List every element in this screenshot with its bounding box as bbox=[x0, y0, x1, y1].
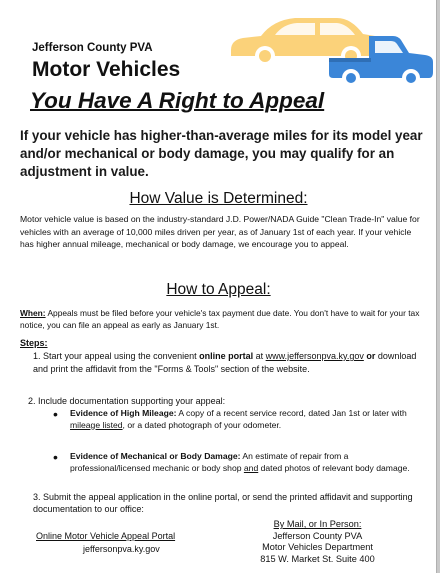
organization-name: Jefferson County PVA bbox=[32, 42, 153, 54]
bullet-label: Evidence of Mechanical or Body Damage: bbox=[70, 451, 241, 461]
intro-paragraph: If your vehicle has higher-than-average miles for its model year and/or mechanical or body damage, you may qualify for an adjustment in value. bbox=[20, 128, 423, 179]
online-portal-url[interactable]: jeffersonpva.ky.gov bbox=[83, 544, 160, 554]
bullet-damage: Evidence of Mechanical or Body Damage: An estimate of repair from a professional/licensed mechanic or body shop and dated photos of relevant body damage. bbox=[70, 451, 410, 473]
address-line: Motor Vehicles Department bbox=[262, 542, 373, 553]
step-2: 2. Include documentation supporting your appeal: bbox=[28, 396, 226, 406]
headline: You Have A Right to Appeal bbox=[30, 88, 325, 113]
website-link[interactable]: www.jeffersonpva.ky.gov bbox=[265, 351, 364, 361]
address-line: Jefferson County PVA bbox=[272, 530, 363, 541]
when-text: Appeals must be filed before your vehicle's tax payment due date. You don't have to wait for your tax notice, you can file an appeal as early as January 1st. bbox=[20, 308, 420, 331]
mileage-listed-text: mileage listed bbox=[70, 419, 123, 430]
when-paragraph bbox=[20, 307, 420, 332]
steps-label: Steps: bbox=[20, 338, 48, 348]
online-portal-text: online portal bbox=[199, 351, 254, 361]
bullet-dot: • bbox=[53, 406, 58, 422]
address-line: 815 W. Market St. Suite 400 bbox=[260, 553, 375, 564]
when-label: When: bbox=[20, 308, 46, 318]
bullet-high-mileage: Evidence of High Mileage: A copy of a recent service record, dated Jan 1st or later with mileage listed, or a dated photograph of your odometer. bbox=[70, 408, 407, 430]
mail-address-block bbox=[240, 519, 395, 565]
mail-title: By Mail, or In Person: bbox=[273, 519, 362, 529]
appeal-heading: How to Appeal: bbox=[166, 281, 271, 298]
value-heading: How Value is Determined: bbox=[129, 190, 308, 207]
bullet-label: Evidence of High Mileage: bbox=[70, 408, 177, 418]
step-3: 3. Submit the appeal application in the online portal, or send the printed affidavit and supporting documentation to our office: bbox=[33, 492, 413, 515]
online-portal-title[interactable]: Online Motor Vehicle Appeal Portal bbox=[36, 531, 176, 541]
bullet-dot: • bbox=[53, 449, 58, 465]
vehicles-illustration bbox=[225, 6, 435, 88]
page-title: Motor Vehicles bbox=[32, 58, 181, 81]
step-1: 1. Start your appeal using the convenient online portal at www.jeffersonpva.ky.gov or download and print the affidavit from the "Forms & Tools" section of the website. bbox=[33, 351, 417, 374]
and-text: and bbox=[243, 462, 259, 473]
value-paragraph: Motor vehicle value is based on the industry-standard J.D. Power/NADA Guide "Clean Trade-In" value for vehicles with an average of 10,000 miles driven per year, as of January 1st of each year. If your vehicle has higher annual mileage, mechanical or body damage, we encourage you to appeal. bbox=[20, 214, 420, 250]
